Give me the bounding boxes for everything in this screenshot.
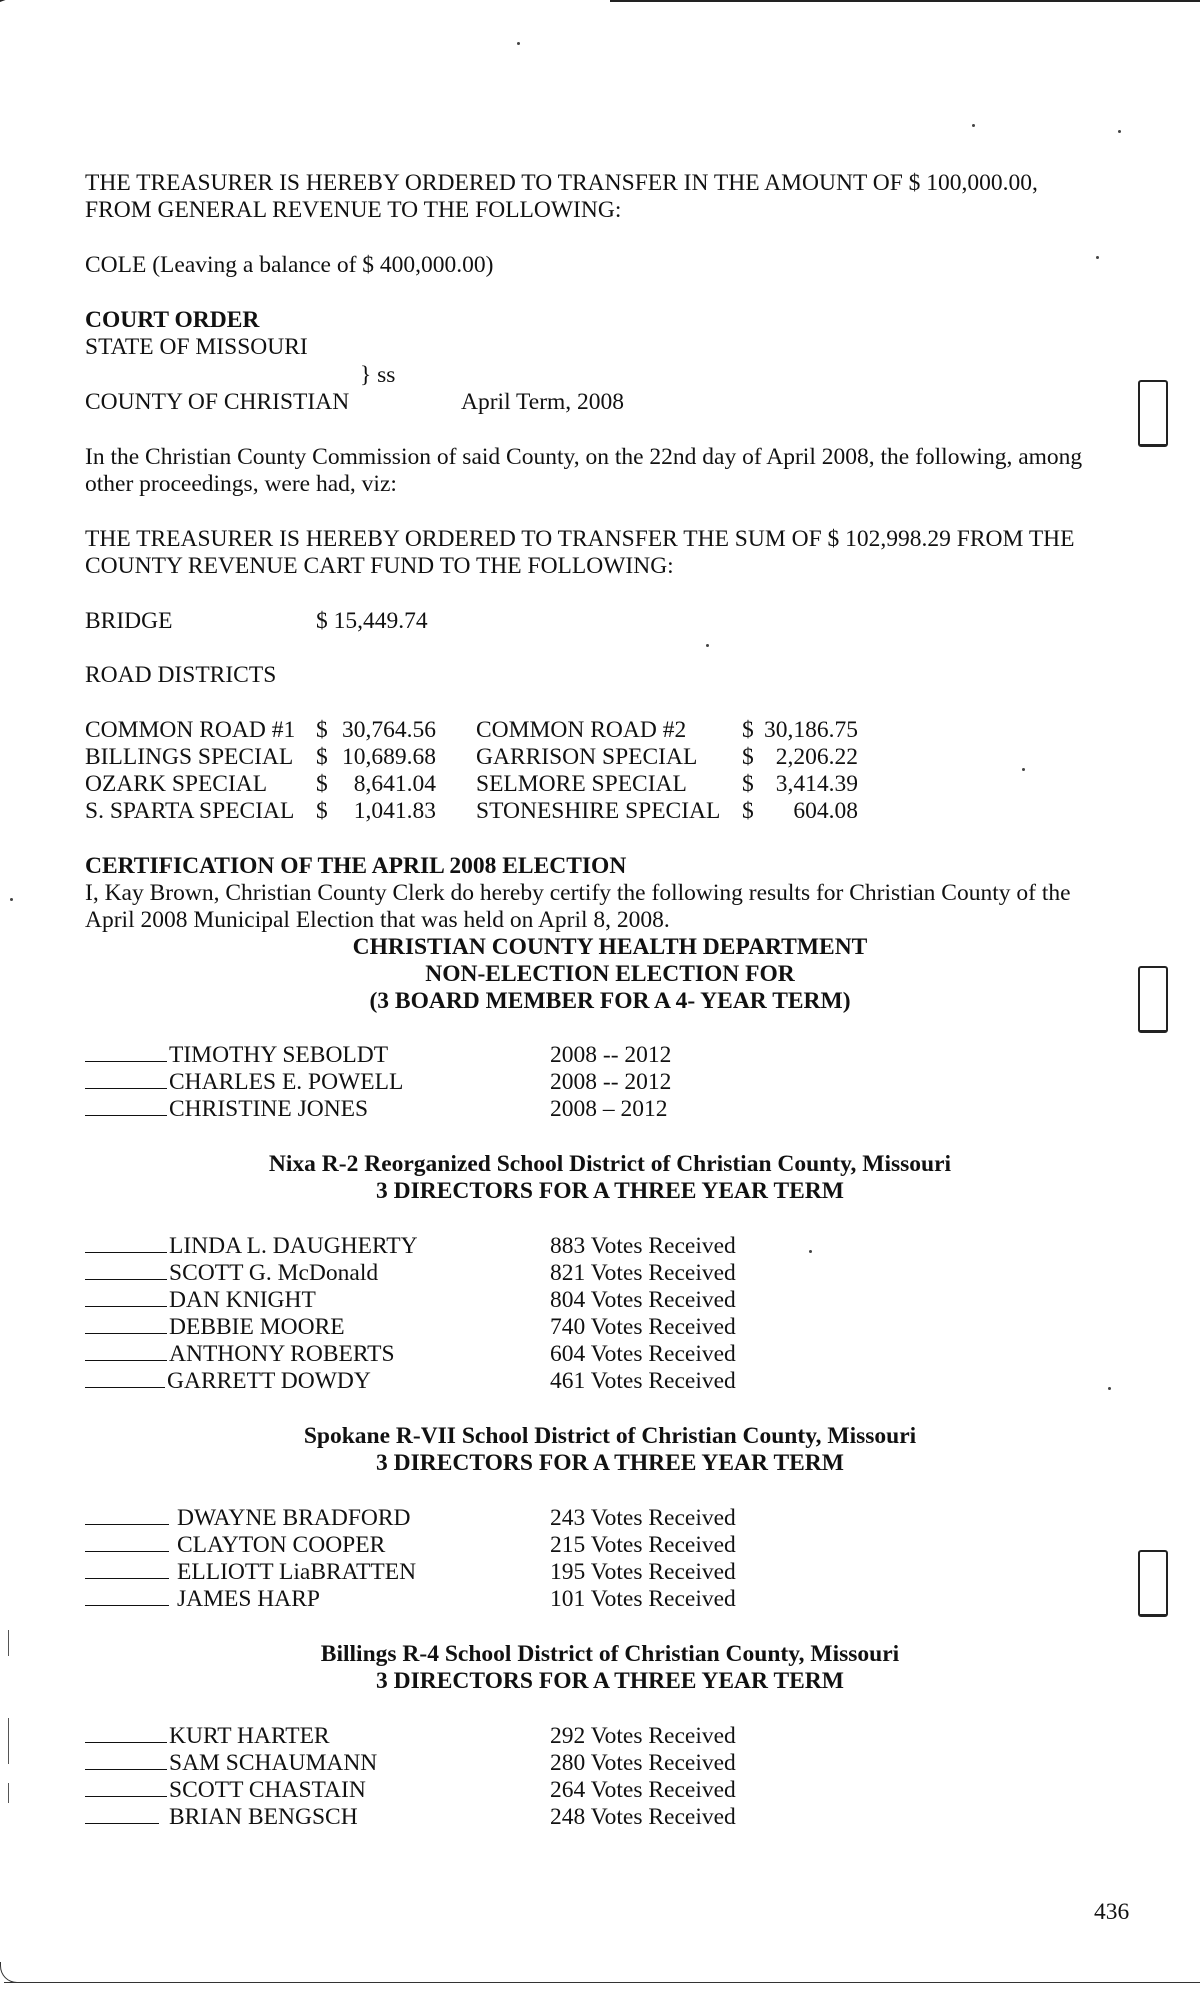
signature-blank [85,1533,169,1552]
list-item [85,1314,736,1341]
vote-count: 101 Votes Received [550,1586,736,1612]
list-item [85,1559,736,1586]
vote-count: 604 Votes Received [550,1341,736,1367]
candidate-name: SAM SCHAUMANN [169,1750,378,1776]
vote-count: 292 Votes Received [550,1723,736,1749]
binder-tab-mark [1138,966,1168,1033]
signature-blank [85,1234,167,1253]
list-item [85,1804,736,1831]
district-name: OZARK SPECIAL [85,771,268,797]
nixa-title: Nixa R-2 Reorganized School District of Christian County, Missouri [268,1151,952,1177]
vote-count: 821 Votes Received [550,1260,736,1286]
currency-sign: $ [316,717,328,743]
bridge-amount: $ 15,449.74 [316,608,428,634]
candidate-name: GARRETT DOWDY [167,1368,371,1394]
scan-speck [706,644,709,647]
cole-balance: COLE (Leaving a balance of $ 400,000.00) [85,252,494,278]
binder-tab-mark [1138,380,1168,447]
page-number: 436 [1094,1899,1130,1925]
list-item [85,1341,736,1368]
spokane-subtitle: 3 DIRECTORS FOR A THREE YEAR TERM [376,1450,844,1476]
member-name: CHARLES E. POWELL [169,1069,404,1095]
candidate-name: SCOTT CHASTAIN [169,1777,366,1803]
road-districts-heading: ROAD DISTRICTS [85,662,277,688]
signature-blank [85,1097,167,1116]
currency-sign: $ [316,798,328,824]
member-name: TIMOTHY SEBOLDT [169,1042,389,1068]
certification-text: I, Kay Brown, Christian County Clerk do hereby certify the following results for Christian County of the [85,880,1071,906]
court-order-title: COURT ORDER [85,307,260,333]
list-item [85,1750,736,1777]
district-amount: 30,186.75 [764,717,858,743]
currency-sign: $ [742,798,754,824]
list-item [85,1287,736,1314]
district-name: COMMON ROAD #2 [476,717,687,743]
candidate-name: ELLIOTT LiaBRATTEN [177,1559,417,1585]
candidate-name: ANTHONY ROBERTS [169,1341,395,1367]
vote-count: 804 Votes Received [550,1287,736,1313]
scan-speck [10,898,13,901]
commission-intro: In the Christian County Commission of said County, on the 22nd day of April 2008, the following, among [85,444,1083,470]
currency-sign: $ [742,771,754,797]
candidate-name: JAMES HARP [177,1586,320,1612]
scan-speck [1022,768,1025,771]
billings-title: Billings R-4 School District of Christian County, Missouri [320,1641,900,1667]
signature-blank [85,1369,165,1388]
district-amount: 8,641.04 [353,771,436,797]
list-item [85,1505,736,1532]
signature-blank [85,1560,169,1579]
transfer-order-line: COUNTY REVENUE CART FUND TO THE FOLLOWING: [85,553,674,579]
signature-blank [85,1043,167,1062]
binder-tab-mark [1138,1550,1168,1617]
candidate-name: CLAYTON COOPER [177,1532,386,1558]
currency-sign: $ [316,771,328,797]
scan-speck [809,1250,812,1253]
transfer-order-line: THE TREASURER IS HEREBY ORDERED TO TRANSFER IN THE AMOUNT OF $ 100,000.00, [85,170,1038,196]
spokane-title: Spokane R-VII School District of Christian County, Missouri [303,1423,917,1449]
vote-count: 883 Votes Received [550,1233,736,1259]
list-item [85,1260,736,1287]
currency-sign: $ [316,744,328,770]
list-item [85,1368,736,1395]
scan-speck [972,124,975,127]
currency-sign: $ [742,744,754,770]
district-amount: 10,689.68 [342,744,436,770]
health-dept-title: CHRISTIAN COUNTY HEALTH DEPARTMENT [352,934,868,960]
list-item [85,1233,736,1260]
district-name: BILLINGS SPECIAL [85,744,294,770]
list-item [85,1096,668,1123]
district-name: STONESHIRE SPECIAL [476,798,721,824]
state-line: STATE OF MISSOURI [85,334,308,360]
vote-count: 215 Votes Received [550,1532,736,1558]
certification-title: CERTIFICATION OF THE APRIL 2008 ELECTION [85,853,627,879]
term-years: 2008 -- 2012 [550,1069,672,1095]
district-name: S. SPARTA SPECIAL [85,798,295,824]
margin-mark [8,1630,9,1656]
signature-blank [85,1506,169,1525]
billings-subtitle: 3 DIRECTORS FOR A THREE YEAR TERM [376,1668,844,1694]
transfer-order-line: THE TREASURER IS HEREBY ORDERED TO TRANSFER THE SUM OF $ 102,998.29 FROM THE [85,526,1075,552]
health-dept-subtitle: (3 BOARD MEMBER FOR A 4- YEAR TERM) [369,988,851,1014]
scan-speck [517,42,520,45]
district-amount: 2,206.22 [775,744,858,770]
district-name: COMMON ROAD #1 [85,717,296,743]
signature-blank [85,1724,167,1743]
district-amount: 604.08 [793,798,858,824]
candidate-name: DWAYNE BRADFORD [177,1505,411,1531]
list-item [85,1532,736,1559]
list-item [85,1069,671,1096]
bridge-label: BRIDGE [85,608,173,634]
term-line: April Term, 2008 [461,389,625,415]
candidate-name: DEBBIE MOORE [169,1314,345,1340]
signature-blank [85,1587,169,1606]
candidate-name: BRIAN BENGSCH [169,1804,358,1830]
transfer-order-line: FROM GENERAL REVENUE TO THE FOLLOWING: [85,197,622,223]
district-name: SELMORE SPECIAL [476,771,687,797]
margin-mark [8,1718,9,1764]
candidate-name: SCOTT G. McDonald [169,1260,379,1286]
list-item [85,1777,736,1804]
county-line: COUNTY OF CHRISTIAN [85,389,350,415]
candidate-name: LINDA L. DAUGHERTY [169,1233,418,1259]
signature-blank [85,1751,167,1770]
vote-count: 243 Votes Received [550,1505,736,1531]
vote-count: 461 Votes Received [550,1368,736,1394]
margin-mark [8,1783,9,1803]
district-amount: 3,414.39 [775,771,858,797]
signature-blank [85,1315,167,1334]
member-name: CHRISTINE JONES [169,1096,369,1122]
signature-blank [85,1070,167,1089]
page-top-edge [610,0,1200,2]
district-amount: 30,764.56 [342,717,436,743]
vote-count: 195 Votes Received [550,1559,736,1585]
candidate-name: KURT HARTER [169,1723,330,1749]
signature-blank [85,1805,159,1824]
signature-blank [85,1288,167,1307]
scan-speck [1108,1387,1111,1390]
vote-count: 248 Votes Received [550,1804,736,1830]
health-dept-subtitle: NON-ELECTION ELECTION FOR [425,961,795,987]
district-amount: 1,041.83 [353,798,436,824]
scan-speck [1118,130,1121,133]
term-years: 2008 -- 2012 [550,1042,672,1068]
vote-count: 264 Votes Received [550,1777,736,1803]
commission-intro: other proceedings, were had, viz: [85,471,397,497]
page-corner-fold [0,0,22,24]
certification-text: April 2008 Municipal Election that was held on April 8, 2008. [85,907,670,933]
scan-speck [1096,256,1099,259]
currency-sign: $ [742,717,754,743]
signature-blank [85,1261,167,1280]
page-bottom-edge [4,1982,1200,1983]
term-years: 2008 – 2012 [550,1096,668,1122]
candidate-name: DAN KNIGHT [169,1287,316,1313]
vote-count: 740 Votes Received [550,1314,736,1340]
ss-bracket: } ss [360,362,396,388]
list-item [85,1723,736,1750]
signature-blank [85,1342,167,1361]
district-name: GARRISON SPECIAL [476,744,698,770]
signature-blank [85,1778,167,1797]
vote-count: 280 Votes Received [550,1750,736,1776]
list-item [85,1042,671,1069]
list-item [85,1586,736,1613]
page-corner-curl [0,1962,17,1983]
nixa-subtitle: 3 DIRECTORS FOR A THREE YEAR TERM [376,1178,844,1204]
